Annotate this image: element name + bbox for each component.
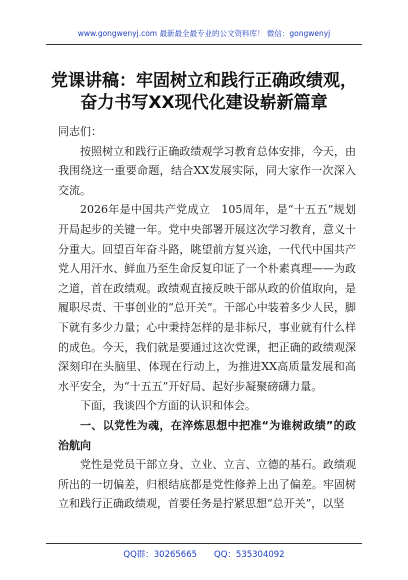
footer-divider [46, 543, 362, 544]
body-paragraph: 按照树立和践行正确政绩观学习教育总体安排，今天，由我围绕这一重要命题，结合XX发展实际，同大家作一次深入交流。 [58, 144, 356, 197]
body-paragraph: 下面，我谈四个方面的认识和体会。 [80, 399, 256, 413]
header-divider [46, 44, 362, 45]
salutation: 同志们： [58, 125, 102, 138]
body-paragraph: 党性是党员干部立身、立业、立言、立德的基石。政绩观所出的一切偏差，归根结底都是党性修养上出了偏差。牢固树立和践行正确政绩观，首要任务是拧紧思想“总开关”，以坚 [58, 458, 356, 511]
section-heading: 一、以党性为魂，在淬炼思想中把准“为谁树政绩”的政治航向 [58, 418, 356, 452]
document-title-line1: 党课讲稿：牢固树立和践行正确政绩观， [51, 71, 357, 91]
footer-contact: QQ群：30265665 QQ：535304092 [123, 550, 285, 560]
header-site-banner: www.gongwenyj.com 最新最全最专业的公文资料库！ 微信：gongwenyj [77, 29, 331, 38]
body-paragraph: 2026年是中国共产党成立 105周年，是“十五五”规划开局起步的关键一年。党中央部署开展这次学习教育，意义十分重大。回望百年奋斗路，眺望前方复兴途，一代代中国共产党人用汗水、鲜血乃至生命反复印证了一个朴素真理——为政之道，首在政绩观。政绩观直接反映干部从政的价值取向，是履职尽责、干事创业的“总开关”。干部心中装着多少人民，脚下就有多少力量；心中秉持怎样的是非标尺，事业就有什么样的成色。今天，我们就是要通过这次党课，把正确的政绩观深深刻印在头脑里、体现在行动上，为推进XX高质量发展和高水平安全，为“十五五”开好局、起好步凝聚磅礴力量。 [58, 203, 356, 393]
document-body [58, 122, 356, 514]
document-title-line2: 奋力书写XX现代化建设崭新篇章 [80, 93, 328, 113]
